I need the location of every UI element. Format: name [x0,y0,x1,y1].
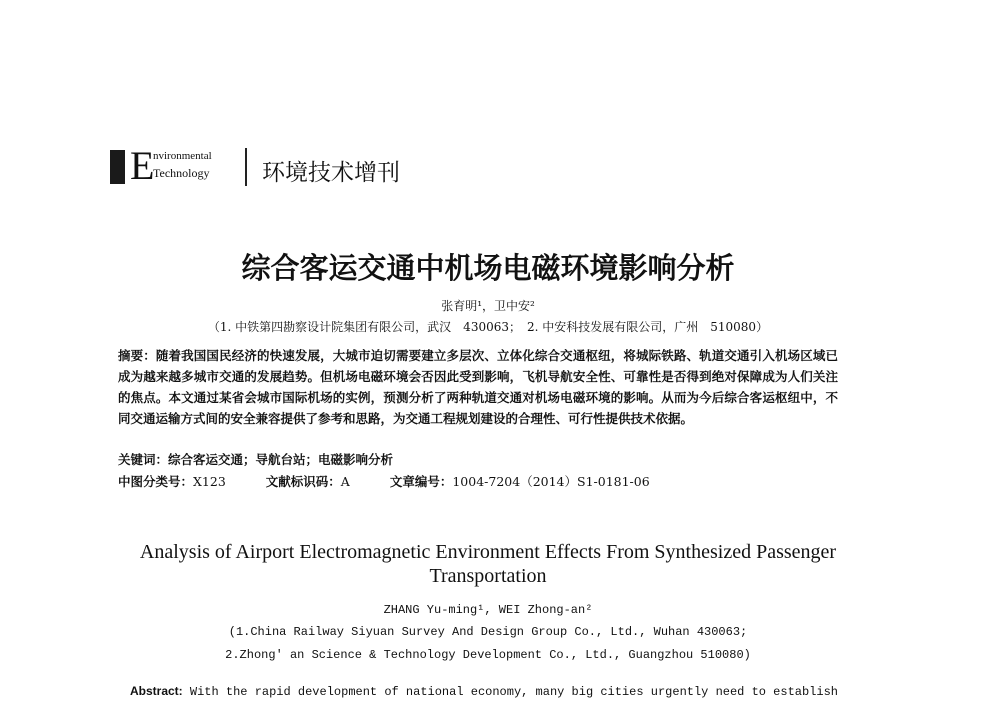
journal-name: 环境技术增刊 [262,160,400,186]
abstract-en-label: Abstract: [130,684,183,698]
article-no-label: 文章编号： [389,474,453,489]
classification-line [118,472,650,490]
paper-title-en [0,540,976,588]
doc-code-value: A [340,474,350,489]
authors-en: ZHANG Yu-ming¹, WEI Zhong-an² [383,603,593,617]
abstract-en-text: With the rapid development of national economy, many big cities urgently need to establish [189,685,838,699]
abstract-cn: 摘要：随着我国国民经济的快速发展，大城市迫切需要建立多层次、立体化综合交通枢纽，将城际铁路、轨道交通引入机场区域已成为越来越多城市交通的发展趋势。但机场电磁环境会否因此受到影响，飞机导航安全性、可靠性是否得到绝对保障成为人们关注的焦点。本文通过某省会城市国际机场的实例，预测分析了两种轨道交通对机场电磁环境的影响。从而为今后综合客运枢纽中，不同交通运输方式间的安全兼容提供了参考和思路，为交通工程规划建设的合理性、可行性提供技术依据。 [118,348,838,426]
header-divider [245,148,247,186]
journal-logo-block [110,150,125,184]
keywords-cn: 关键词：综合客运交通；导航台站；电磁影响分析 [118,452,394,467]
affiliation-cn: （1. 中铁第四勘察设计院集团有限公司，武汉 430063； 2. 中安科技发展有限公司，广州 510080） [207,320,769,334]
journal-logo-letter: E [130,143,155,188]
authors-cn: 张育明¹，卫中安² [441,299,535,313]
journal-logo-line1: nvironmental [153,150,212,162]
clc-label: 中图分类号： [118,474,194,489]
paper-title-cn: 综合客运交通中机场电磁环境影响分析 [241,251,735,285]
clc-value: X123 [193,474,226,489]
affiliation-en-1: (1.China Railway Siyuan Survey And Design Group Co., Ltd., Wuhan 430063; [228,625,748,639]
abstract-en [130,684,838,699]
title-en-line2: Transportation [429,565,547,587]
journal-logo-line2: Technology [153,166,210,180]
article-no-value: 1004-7204（2014）S1-0181-06 [452,474,650,489]
affiliation-en-2: 2.Zhong' an Science & Technology Development Co., Ltd., Guangzhou 510080) [225,648,751,662]
title-en-line1: Analysis of Airport Electromagnetic Environment Effects From Synthesized Passenger [139,541,837,563]
doc-code-label: 文献标识码： [265,474,341,489]
